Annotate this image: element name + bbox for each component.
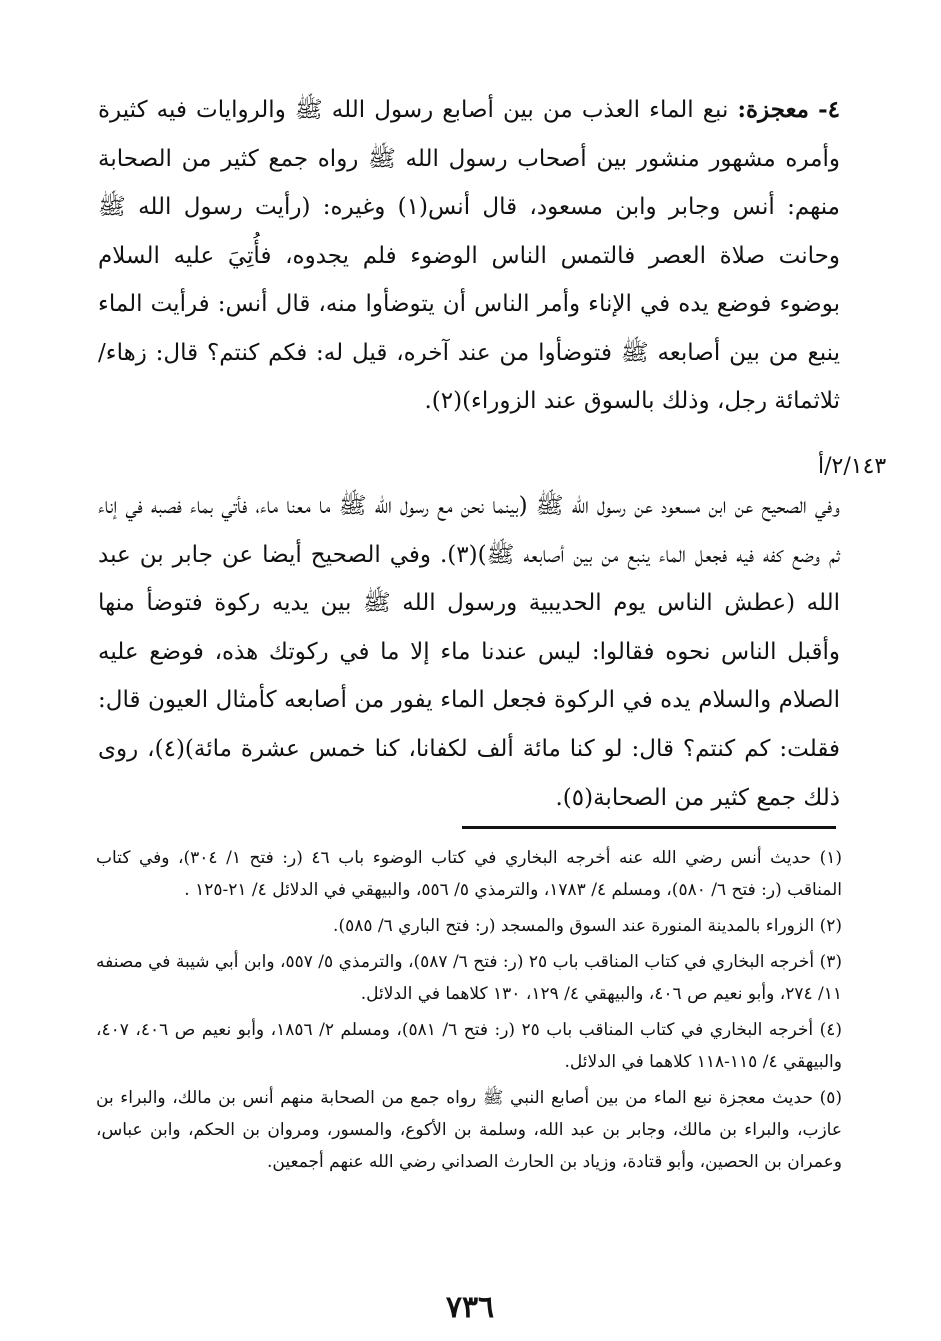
page-number: ٧٣٦ (445, 1290, 495, 1325)
item-body-text: نبع الماء العذب من بين أصابع رسول الله ﷺ والروايات فيه كثيرة وأمره مشهور منشور بين أصحاب رسول الله ﷺ رواه جمع كثير من الصحابة منهم: أنس وجابر وابن مسعود، قال أنس(١) وغيره: (رأيت رسول الله ﷺ وحانت صلاة العصر فالتمس الناس الوضوء فلم يجدوه، فأُتِيَ عليه السلام بوضوء فوضع يده في الإناء وأمر الناس أن يتوضأوا منه، قال أنس: فرأيت الماء ينبع من بين أصابعه ﷺ فتوضأوا من عند آخره، قيل له: فكم كنتم؟ قال: زهاء/ ثلاثمائة رجل، وذلك بالسوق عند الزوراء)(٢). (98, 97, 840, 414)
hadith-paragraph: وفي الصحيح عن ابن مسعود عن رسول الله ﷺ (بينما نحن مع رسول الله ﷺ ما معنا ماء، فأتي بماء فصبه في إناء ثم وضع كفه فيه فجعل الماء ينبع من بين أصابعه ﷺ)(٣). وفي الصحيح أيضا عن جابر بن عبد الله (عطش الناس يوم الحديبية ورسول الله ﷺ بين يديه ركوة فتوضأ منها وأقبل الناس نحوه فقالوا: ليس عندنا ماء إلا ما في ركوتك هذه، فوضع عليه الصلام والسلام يده في الركوة فجعل الماء يفور من أصابعه كأمثال العيون قال: فقلت: كم كنتم؟ قال: لو كنا مائة ألف لكفانا، كنا خمس عشرة مائة)(٤)، روى ذلك جمع كثير من الصحابة(٥). (98, 493, 840, 811)
manuscript-margin-reference: ٢/١٤٣/أ (818, 454, 887, 479)
item-number: ٤- (818, 96, 841, 123)
footnotes-section (96, 842, 842, 1182)
miracle-item-paragraph (98, 86, 840, 426)
footnote-divider (462, 826, 836, 829)
footnote-3: (٣) أخرجه البخاري في كتاب المناقب باب ٢٥ (ر: فتح ٦/ ٥٨٧)، والترمذي ٥/ ٥٥٧، وابن أبي شيبة في مصنفه ١١/ ٢٧٤، وأبو نعيم ص ٤٠٦، والبيهقي ٤/ ١٢٩، ١٣٠ كلاهما في الدلائل. (96, 952, 842, 1004)
footnote-4: (٤) أخرجه البخاري في كتاب المناقب باب ٢٥ (ر: فتح ٦/ ٥٨١)، ومسلم ٢/ ١٨٥٦، وأبو نعيم ص ٤٠٦، ٤٠٧، والبيهقي ٤/ ١١٥-١١٨ كلاهما في الدلائل. (96, 1020, 843, 1072)
item-paragraph-text (98, 86, 840, 426)
footnote-5: (٥) حديث معجزة نبع الماء من بين أصابع النبي ﷺ رواه جمع من الصحابة منهم أنس بن مالك، والبراء بن عازب، والبراء بن مالك، وجابر بن عبد الله، وسلمة بن الأكوع، والمسور، ومروان بن الحكم، وابن عباس، وعمران بن الحصين، وأبو قتادة، وزياد بن الحارث الصداني رضي الله عنهم أجمعين. (96, 1088, 842, 1172)
footnote-1: (١) حديث أنس رضي الله عنه أخرجه البخاري في كتاب الوضوء باب ٤٦ (ر: فتح ١/ ٣٠٤)، وفي كتاب المناقب (ر: فتح ٦/ ٥٨٠)، ومسلم ٤/ ١٧٨٣، والترمذي ٥/ ٥٥٦، والبيهقي في الدلائل ٤/ ٢١-١٢٥ . (96, 848, 842, 900)
footnote-2: (٢) الزوراء بالمدينة المنورة عند السوق والمسجد (ر: فتح الباري ٦/ ٥٨٥). (333, 916, 842, 936)
item-title: معجزة: (737, 96, 809, 123)
